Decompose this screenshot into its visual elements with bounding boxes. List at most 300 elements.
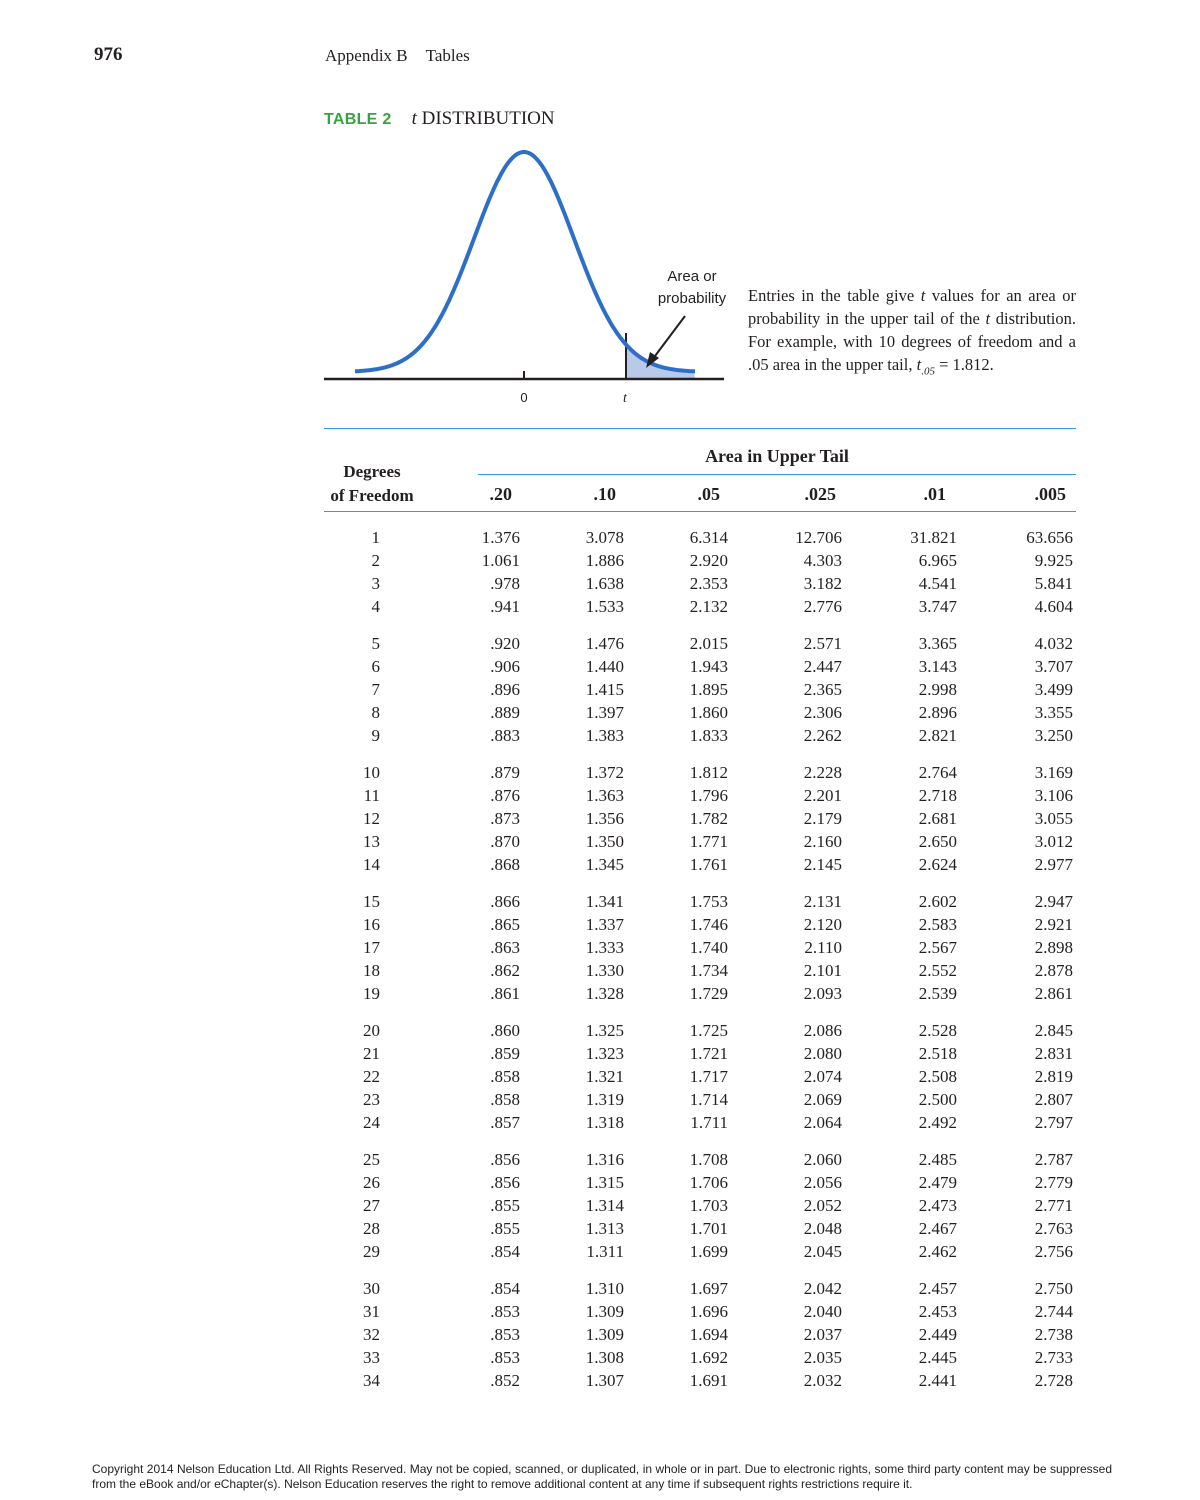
table-cell-p05: 2.353: [689, 574, 728, 593]
table-cell-p01: 2.624: [918, 855, 957, 874]
table-cell-p025: 2.262: [803, 726, 842, 745]
table-cell-p005: 2.861: [1034, 984, 1073, 1003]
table-cell-p20: .978: [490, 574, 520, 593]
table-cell-p005: 9.925: [1034, 551, 1073, 570]
table-cell-p10: 1.315: [585, 1173, 624, 1192]
table-cell-p10: 1.350: [585, 832, 624, 851]
table-cell-p05: 1.734: [689, 961, 728, 980]
table-cell-p025: 2.074: [803, 1067, 842, 1086]
table-cell-df: 34: [363, 1371, 380, 1390]
table-cell-p20: .853: [490, 1348, 520, 1367]
table-top-rule: [324, 428, 1076, 429]
table-cell-p01: 2.445: [918, 1348, 957, 1367]
table-cell-p025: 2.131: [803, 892, 842, 911]
table-cell-p01: 6.965: [918, 551, 957, 570]
table-cell-p20: .879: [490, 763, 520, 782]
table-cell-p005: 2.797: [1034, 1113, 1073, 1132]
table-cell-p10: 1.316: [585, 1150, 624, 1169]
table-row: [0, 574, 1200, 597]
table-cell-df: 1: [371, 528, 380, 547]
table-cell-p025: 2.052: [803, 1196, 842, 1215]
table-cell-p05: 1.691: [689, 1371, 728, 1390]
table-cell-p20: .859: [490, 1044, 520, 1063]
table-row: [0, 1173, 1200, 1196]
table-cell-df: 11: [363, 786, 380, 805]
column-header-05: .05: [697, 484, 720, 504]
table-cell-p005: 2.733: [1034, 1348, 1073, 1367]
table-cell-p01: 2.896: [918, 703, 957, 722]
table-cell-p025: 12.706: [795, 528, 842, 547]
table-cell-p20: .854: [490, 1279, 520, 1298]
density-curve: [355, 152, 695, 371]
table-cell-p05: 1.729: [689, 984, 728, 1003]
table-cell-p20: .858: [490, 1067, 520, 1086]
table-cell-p01: 2.492: [918, 1113, 957, 1132]
table-cell-p01: 2.508: [918, 1067, 957, 1086]
table-cell-p05: 1.833: [689, 726, 728, 745]
table-row: [0, 657, 1200, 680]
table-cell-p05: 1.711: [690, 1113, 728, 1132]
table-cell-p20: .941: [490, 597, 520, 616]
table-cell-df: 31: [363, 1302, 380, 1321]
table-cell-p01: 3.143: [918, 657, 957, 676]
table-cell-p05: 1.699: [689, 1242, 728, 1261]
table-cell-p05: 1.753: [689, 892, 728, 911]
table-cell-df: 19: [363, 984, 380, 1003]
table-cell-p10: 1.415: [585, 680, 624, 699]
table-cell-df: 14: [363, 855, 380, 874]
table-cell-df: 22: [363, 1067, 380, 1086]
area-label-line2: probability: [657, 290, 727, 307]
table-cell-p05: 1.696: [689, 1302, 728, 1321]
table-cell-p01: 2.441: [918, 1371, 957, 1390]
table-cell-p10: 1.318: [585, 1113, 624, 1132]
table-cell-p10: 1.638: [585, 574, 624, 593]
column-header-005: .005: [1034, 484, 1066, 504]
table-cell-df: 27: [363, 1196, 380, 1215]
table-cell-p20: .855: [490, 1196, 520, 1215]
table-cell-df: 3: [371, 574, 380, 593]
table-cell-p025: 4.303: [803, 551, 842, 570]
table-cell-p10: 1.337: [585, 915, 624, 934]
table-cell-p025: 2.042: [803, 1279, 842, 1298]
table-cell-p05: 1.717: [689, 1067, 728, 1086]
table-cell-p20: .920: [490, 634, 520, 653]
table-cell-p10: 1.308: [585, 1348, 624, 1367]
column-header-20: .20: [489, 484, 512, 504]
table-cell-df: 5: [371, 634, 380, 653]
table-cell-p05: 1.714: [689, 1090, 728, 1109]
table-cell-p005: 4.604: [1034, 597, 1073, 616]
table-cell-p005: 2.977: [1034, 855, 1073, 874]
table-cell-p01: 2.552: [918, 961, 957, 980]
table-cell-p05: 1.725: [689, 1021, 728, 1040]
table-cell-p025: 2.776: [803, 597, 842, 616]
table-label: TABLE 2: [324, 111, 392, 128]
table-cell-p10: 1.356: [585, 809, 624, 828]
table-cell-p025: 2.037: [803, 1325, 842, 1344]
table-cell-p01: 2.583: [918, 915, 957, 934]
column-header-10: .10: [593, 484, 616, 504]
table-cell-p20: .906: [490, 657, 520, 676]
table-cell-p005: 2.819: [1034, 1067, 1073, 1086]
table-cell-p05: 1.694: [689, 1325, 728, 1344]
table-cell-df: 6: [371, 657, 380, 676]
table-cell-p05: 1.703: [689, 1196, 728, 1215]
table-cell-p005: 2.744: [1034, 1302, 1073, 1321]
table-cell-p025: 2.048: [803, 1219, 842, 1238]
table-cell-p10: 1.311: [586, 1242, 624, 1261]
table-cell-p10: 1.341: [585, 892, 624, 911]
table-row: [0, 938, 1200, 961]
copyright-notice: Copyright 2014 Nelson Education Ltd. All Rights Reserved. May not be copied, scanned, or duplicated, in whole or in part. Due to electronic rights, some third party content may be suppressed from the eBook and/or eChapter(s). Nelson Education reserves the right to remove additional content at any time if subsequent rights restrictions require it.: [92, 1462, 1112, 1491]
table-cell-p005: 2.947: [1034, 892, 1073, 911]
table-row: [0, 832, 1200, 855]
page-number: 976: [94, 44, 123, 65]
table-cell-df: 4: [371, 597, 380, 616]
table-cell-df: 21: [363, 1044, 380, 1063]
table-cell-p10: 1.328: [585, 984, 624, 1003]
table-row: [0, 855, 1200, 878]
degrees-header-line1: Degrees: [343, 462, 401, 481]
table-cell-p005: 2.756: [1034, 1242, 1073, 1261]
table-cell-df: 24: [363, 1113, 380, 1132]
axis-label-zero: 0: [520, 390, 528, 405]
table-cell-df: 32: [363, 1325, 380, 1344]
table-cell-df: 9: [371, 726, 380, 745]
table-cell-p005: 2.771: [1034, 1196, 1073, 1215]
table-cell-p025: 2.101: [803, 961, 842, 980]
table-cell-df: 13: [363, 832, 380, 851]
table-cell-df: 20: [363, 1021, 380, 1040]
table-row: [0, 961, 1200, 984]
table-cell-p05: 1.761: [689, 855, 728, 874]
table-cell-p025: 2.571: [803, 634, 842, 653]
table-cell-p01: 2.457: [918, 1279, 957, 1298]
table-cell-p005: 2.807: [1034, 1090, 1073, 1109]
table-cell-p05: 1.706: [689, 1173, 728, 1192]
table-cell-p025: 2.045: [803, 1242, 842, 1261]
table-cell-p20: 1.376: [481, 528, 520, 547]
table-cell-p20: 1.061: [481, 551, 520, 570]
table-name-text: DISTRIBUTION: [416, 108, 555, 129]
table-cell-df: 29: [363, 1242, 380, 1261]
table-cell-p05: 1.860: [689, 703, 728, 722]
column-header-01: .01: [923, 484, 946, 504]
table-cell-p20: .870: [490, 832, 520, 851]
table-cell-df: 26: [363, 1173, 380, 1192]
table-row: [0, 680, 1200, 703]
table-cell-p005: 3.355: [1034, 703, 1073, 722]
table-row: [0, 703, 1200, 726]
table-cell-p025: 2.365: [803, 680, 842, 699]
table-cell-p01: 2.681: [918, 809, 957, 828]
table-cell-p20: .876: [490, 786, 520, 805]
table-cell-p20: .858: [490, 1090, 520, 1109]
degrees-of-freedom-header: [322, 460, 422, 508]
table-cell-p10: 1.440: [585, 657, 624, 676]
table-cell-p005: 4.032: [1034, 634, 1073, 653]
table-row: [0, 1196, 1200, 1219]
table-row: [0, 1279, 1200, 1302]
table-cell-df: 10: [363, 763, 380, 782]
table-cell-df: 25: [363, 1150, 380, 1169]
table-cell-p005: 2.750: [1034, 1279, 1073, 1298]
table-cell-p20: .862: [490, 961, 520, 980]
table-name-variable: t: [411, 108, 417, 129]
table-cell-p05: 6.314: [689, 528, 728, 547]
table-cell-p005: 3.106: [1034, 786, 1073, 805]
table-cell-df: 7: [371, 680, 380, 699]
table-cell-p025: 2.064: [803, 1113, 842, 1132]
table-cell-p10: 1.330: [585, 961, 624, 980]
table-cell-p01: 2.764: [918, 763, 957, 782]
desc-text-1: Entries in the table give: [748, 286, 921, 305]
table-row: [0, 984, 1200, 1007]
table-cell-p025: 2.447: [803, 657, 842, 676]
desc-text-3: distribution. For example, with 10 degrees of freedom and a .05 area in the upper tail,: [748, 309, 1076, 374]
table-row: [0, 726, 1200, 749]
table-cell-p025: 2.179: [803, 809, 842, 828]
table-cell-p05: 1.746: [689, 915, 728, 934]
table-cell-p005: 2.845: [1034, 1021, 1073, 1040]
table-row: [0, 915, 1200, 938]
table-row: [0, 528, 1200, 551]
table-cell-p20: .853: [490, 1302, 520, 1321]
table-cell-p025: 2.093: [803, 984, 842, 1003]
table-cell-p05: 1.701: [689, 1219, 728, 1238]
table-cell-p10: 1.533: [585, 597, 624, 616]
table-cell-p10: 1.319: [585, 1090, 624, 1109]
table-cell-p025: 2.069: [803, 1090, 842, 1109]
table-cell-p01: 2.539: [918, 984, 957, 1003]
table-cell-p20: .856: [490, 1173, 520, 1192]
desc-text-2: values for an area or probability in the upper tail of the: [748, 286, 1076, 328]
table-row: [0, 763, 1200, 786]
table-cell-p005: 5.841: [1034, 574, 1073, 593]
table-cell-p005: 2.738: [1034, 1325, 1073, 1344]
table-cell-p01: 2.567: [918, 938, 957, 957]
area-header-rule: [478, 474, 1076, 475]
table-row: [0, 1219, 1200, 1242]
table-cell-p005: 3.707: [1034, 657, 1073, 676]
table-cell-p01: 2.602: [918, 892, 957, 911]
table-cell-p10: 3.078: [585, 528, 624, 547]
table-cell-p01: 2.473: [918, 1196, 957, 1215]
table-row: [0, 1113, 1200, 1136]
table-cell-p20: .854: [490, 1242, 520, 1261]
table-cell-p20: .873: [490, 809, 520, 828]
table-cell-p10: 1.397: [585, 703, 624, 722]
table-cell-p01: 2.467: [918, 1219, 957, 1238]
table-cell-df: 33: [363, 1348, 380, 1367]
table-cell-p01: 2.998: [918, 680, 957, 699]
table-cell-p20: .861: [490, 984, 520, 1003]
table-row: [0, 551, 1200, 574]
table-cell-p005: 2.779: [1034, 1173, 1073, 1192]
table-row: [0, 786, 1200, 809]
table-cell-p05: 2.132: [689, 597, 728, 616]
table-cell-p025: 2.086: [803, 1021, 842, 1040]
table-cell-p10: 1.313: [585, 1219, 624, 1238]
table-row: [0, 1348, 1200, 1371]
table-cell-p025: 2.080: [803, 1044, 842, 1063]
pointer-arrow: [652, 316, 685, 360]
table-cell-p005: 63.656: [1026, 528, 1073, 547]
table-cell-p05: 1.697: [689, 1279, 728, 1298]
table-cell-df: 12: [363, 809, 380, 828]
table-row: [0, 1150, 1200, 1173]
table-cell-p10: 1.476: [585, 634, 624, 653]
table-cell-p005: 3.499: [1034, 680, 1073, 699]
table-cell-p10: 1.383: [585, 726, 624, 745]
table-cell-p20: .865: [490, 915, 520, 934]
degrees-header-line2: of Freedom: [330, 486, 414, 505]
table-cell-p025: 2.060: [803, 1150, 842, 1169]
table-cell-df: 17: [363, 938, 380, 957]
table-cell-p20: .856: [490, 1150, 520, 1169]
table-row: [0, 1090, 1200, 1113]
table-cell-p20: .853: [490, 1325, 520, 1344]
table-cell-p01: 2.485: [918, 1150, 957, 1169]
table-cell-p10: 1.321: [585, 1067, 624, 1086]
table-row: [0, 1371, 1200, 1394]
table-cell-p10: 1.323: [585, 1044, 624, 1063]
table-cell-p10: 1.309: [585, 1325, 624, 1344]
table-row: [0, 597, 1200, 620]
table-cell-p20: .868: [490, 855, 520, 874]
table-cell-p05: 2.920: [689, 551, 728, 570]
table-cell-p005: 2.831: [1034, 1044, 1073, 1063]
table-row: [0, 634, 1200, 657]
table-cell-p025: 2.228: [803, 763, 842, 782]
table-cell-p005: 2.921: [1034, 915, 1073, 934]
table-cell-p005: 3.250: [1034, 726, 1073, 745]
table-row: [0, 1067, 1200, 1090]
table-cell-p025: 2.145: [803, 855, 842, 874]
running-title: Appendix B: [325, 46, 408, 65]
table-cell-p025: 3.182: [803, 574, 842, 593]
table-cell-p05: 1.782: [689, 809, 728, 828]
table-cell-p01: 2.821: [918, 726, 957, 745]
table-cell-p05: 2.015: [689, 634, 728, 653]
table-cell-p025: 2.306: [803, 703, 842, 722]
table-cell-p05: 1.796: [689, 786, 728, 805]
desc-var-2: t: [985, 309, 991, 328]
table-cell-p10: 1.886: [585, 551, 624, 570]
table-cell-p20: .883: [490, 726, 520, 745]
table-cell-p01: 2.462: [918, 1242, 957, 1261]
table-cell-p01: 2.650: [918, 832, 957, 851]
column-header-rule: [324, 511, 1076, 512]
table-cell-p05: 1.740: [689, 938, 728, 957]
table-row: [0, 1302, 1200, 1325]
table-row: [0, 1242, 1200, 1265]
table-cell-p005: 2.763: [1034, 1219, 1073, 1238]
table-cell-p10: 1.325: [585, 1021, 624, 1040]
table-cell-p20: .852: [490, 1371, 520, 1390]
table-cell-p01: 2.718: [918, 786, 957, 805]
table-cell-p025: 2.160: [803, 832, 842, 851]
table-cell-df: 18: [363, 961, 380, 980]
table-row: [0, 892, 1200, 915]
table-cell-p025: 2.201: [803, 786, 842, 805]
table-cell-p005: 3.055: [1034, 809, 1073, 828]
table-cell-p20: .866: [490, 892, 520, 911]
table-cell-p05: 1.721: [689, 1044, 728, 1063]
table-cell-p025: 2.040: [803, 1302, 842, 1321]
table-cell-p005: 2.898: [1034, 938, 1073, 957]
table-description: [748, 284, 1076, 383]
table-cell-p025: 2.110: [804, 938, 842, 957]
table-cell-p025: 2.056: [803, 1173, 842, 1192]
table-row: [0, 1021, 1200, 1044]
desc-text-4: = 1.812.: [934, 355, 994, 374]
table-cell-p01: 2.518: [918, 1044, 957, 1063]
table-cell-p01: 2.500: [918, 1090, 957, 1109]
table-cell-p10: 1.372: [585, 763, 624, 782]
table-cell-p005: 3.012: [1034, 832, 1073, 851]
table-cell-p20: .855: [490, 1219, 520, 1238]
table-cell-p05: 1.708: [689, 1150, 728, 1169]
table-cell-p01: 2.449: [918, 1325, 957, 1344]
table-cell-p05: 1.771: [689, 832, 728, 851]
table-cell-p01: 2.528: [918, 1021, 957, 1040]
table-cell-p10: 1.345: [585, 855, 624, 874]
column-header-025: .025: [804, 484, 836, 504]
table-cell-p10: 1.309: [585, 1302, 624, 1321]
table-cell-p10: 1.333: [585, 938, 624, 957]
table-cell-p025: 2.120: [803, 915, 842, 934]
table-cell-p005: 2.787: [1034, 1150, 1073, 1169]
area-label-line1: Area or: [667, 268, 717, 285]
table-cell-df: 8: [371, 703, 380, 722]
table-cell-p10: 1.363: [585, 786, 624, 805]
table-cell-p20: .857: [490, 1113, 520, 1132]
table-cell-p05: 1.692: [689, 1348, 728, 1367]
axis-label-t: t: [623, 391, 627, 406]
table-cell-p01: 2.479: [918, 1173, 957, 1192]
desc-var-3: t: [916, 355, 922, 374]
running-section: Tables: [425, 46, 470, 65]
table-cell-p10: 1.307: [585, 1371, 624, 1390]
table-cell-p005: 2.878: [1034, 961, 1073, 980]
table-cell-p20: .860: [490, 1021, 520, 1040]
table-cell-p20: .863: [490, 938, 520, 957]
table-cell-df: 28: [363, 1219, 380, 1238]
table-cell-p01: 3.365: [918, 634, 957, 653]
table-row: [0, 809, 1200, 832]
table-cell-df: 15: [363, 892, 380, 911]
table-cell-p05: 1.895: [689, 680, 728, 699]
table-cell-p20: .889: [490, 703, 520, 722]
table-cell-p005: 3.169: [1034, 763, 1073, 782]
table-cell-p025: 2.035: [803, 1348, 842, 1367]
table-cell-p005: 2.728: [1034, 1371, 1073, 1390]
table-cell-df: 16: [363, 915, 380, 934]
table-cell-p20: .896: [490, 680, 520, 699]
table-row: [0, 1044, 1200, 1067]
table-cell-p05: 1.812: [689, 763, 728, 782]
desc-subscript: .05: [921, 365, 935, 378]
table-row: [0, 1325, 1200, 1348]
table-cell-p025: 2.032: [803, 1371, 842, 1390]
table-cell-p05: 1.943: [689, 657, 728, 676]
table-cell-p10: 1.310: [585, 1279, 624, 1298]
table-cell-p10: 1.314: [585, 1196, 624, 1215]
table-cell-p01: 3.747: [918, 597, 957, 616]
table-cell-df: 2: [371, 551, 380, 570]
